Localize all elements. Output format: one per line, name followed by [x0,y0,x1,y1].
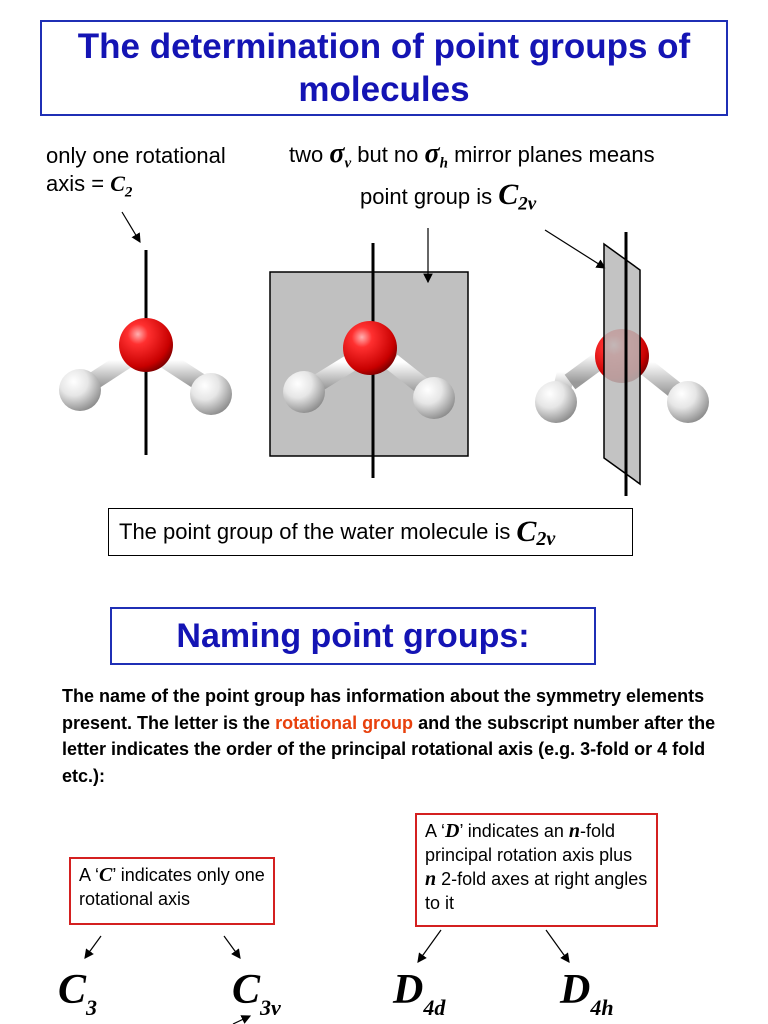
pg-symbol: C [498,178,519,212]
hydrogen-atom-right [413,377,455,419]
water-molecule-sigma-v-perpendicular [535,230,709,496]
sigma-v-subscript: v [344,155,352,172]
example-d4h [560,966,614,1021]
explanation-paragraph [62,683,742,789]
c-definition-box [69,857,275,925]
d-box-letter: D [445,820,460,842]
pg-subscript: 2v [518,193,537,215]
example-c3v [232,966,281,1021]
example-d4h-sub: 4h [590,995,614,1020]
water-molecule-c2-axis [59,212,232,455]
page-title: The determination of point groups of molecules [77,27,691,109]
d-box-prefix: A ‘ [425,821,446,841]
example-c3v-sub: 3v [260,995,281,1020]
axis-caption-line1: only one rotational [46,143,226,168]
axis-caption-prefix: axis = [46,171,111,196]
axis-subscript: 2 [124,184,133,201]
naming-heading: Naming point groups: [176,616,530,655]
paragraph-part1: The name of the point group has information about the symmetry elements present. The letter is the [62,686,705,733]
water-point-group-box [108,508,633,556]
oxygen-atom [119,318,173,372]
c-box-prefix: A ‘ [79,865,100,885]
example-c3v-letter: C [232,967,261,1013]
arrow-to-d4d [418,930,441,962]
naming-heading-box [110,607,596,665]
hydrogen-atom-right [190,373,232,415]
water-symmetry-illustration [0,0,768,510]
water-point-group-symbol: C [516,515,537,548]
example-c3-sub: 3 [86,995,98,1020]
arrow-to-d4h [546,930,569,962]
hydrogen-atom-left [283,371,325,413]
axis-arrow [122,212,140,242]
mirror-two: two [289,142,330,167]
c-box-text: ’ indicates only one rotational axis [79,865,265,909]
d-box-suffix: 2-fold axes at right angles to it [425,869,648,913]
d-box-mid: ’ indicates an [459,821,569,841]
example-d4d-sub: 4d [423,995,446,1020]
example-d4d [393,966,445,1021]
example-c3 [58,966,97,1021]
example-c3-letter: C [58,967,87,1013]
arrow-to-c3v [224,936,240,958]
pg-prefix: point group is [360,184,499,210]
d-box-mid2: -fold principal rotation axis plus [425,821,633,865]
sigma-h-symbol: σ [424,138,440,169]
d-box-n1: n [568,820,580,842]
sigma-h-subscript: h [439,155,448,172]
d-box-n2: n [425,868,437,890]
c-box-letter: C [99,864,113,886]
example-d4d-letter: D [393,967,424,1013]
hydrogen-atom-right [667,381,709,423]
hydrogen-atom-left [59,369,101,411]
mirror-plane-side [604,244,640,484]
mirror-but-no: but no [351,142,425,167]
rotational-group-highlight: rotational group [275,712,414,733]
water-point-group-text: The point group of the water molecule is [119,519,511,544]
sigma-v-symbol: σ [329,138,345,169]
water-point-group-subscript: 2v [536,527,556,550]
axis-symbol: C [110,171,125,196]
mirror-rest: mirror planes means [447,142,655,167]
plane-arrow [545,230,605,268]
oxygen-atom [343,321,397,375]
d-definition-box [415,813,658,927]
example-arrows [0,920,768,1024]
example-d4h-letter: D [560,967,591,1013]
arrow-to-c3 [85,936,101,958]
water-molecule-sigma-v-plane [270,228,468,478]
hydrogen-atom-left [535,381,577,423]
paragraph-part2: and the subscript number after the letter indicates the order of the principal rotational axis (e.g. 3-fold or 4 fold etc.): [62,712,716,786]
